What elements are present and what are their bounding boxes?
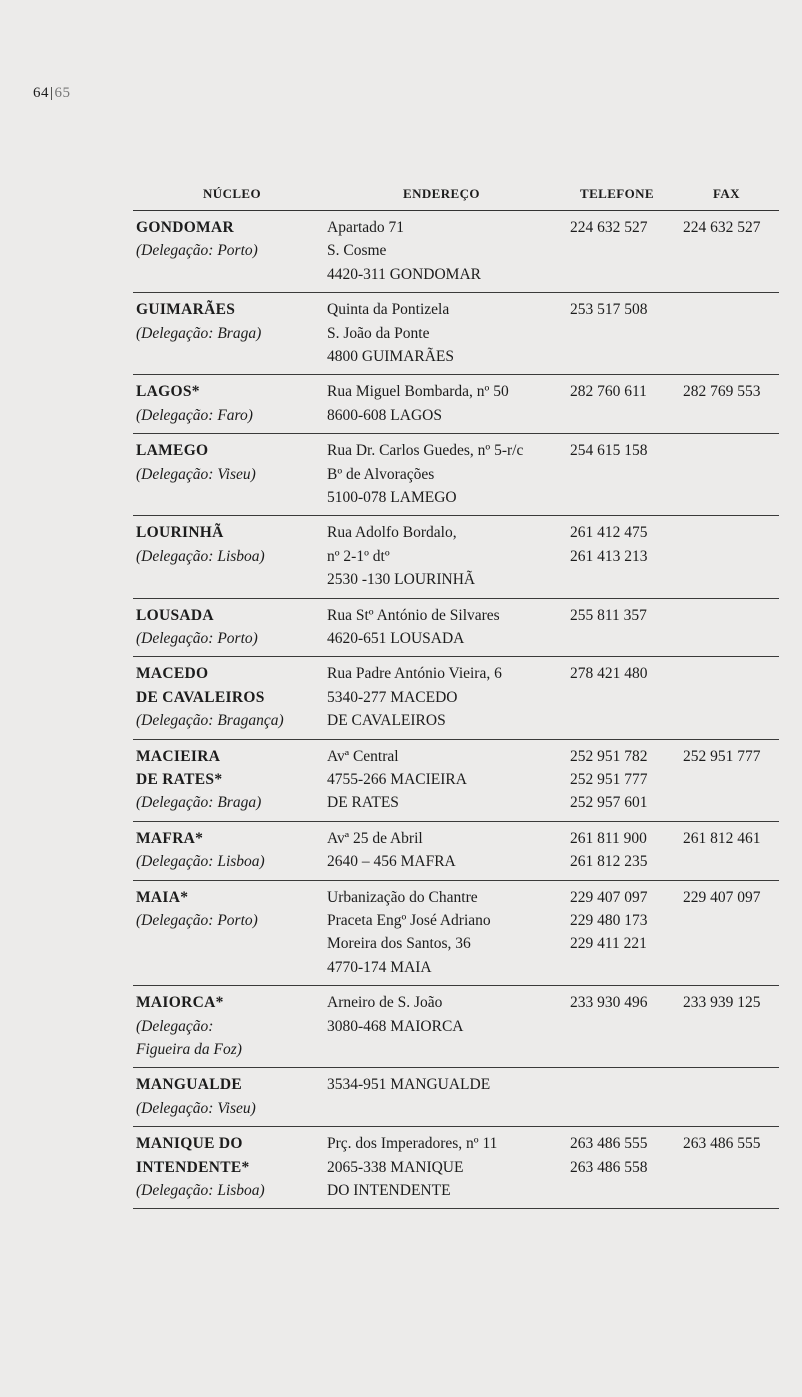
telefone-cell [570, 604, 680, 627]
address-line: Quinta da Pontizela [327, 301, 450, 319]
endereco-cell [327, 991, 577, 1038]
table-row [133, 516, 779, 598]
endereco-cell [327, 380, 577, 427]
nucleo-cell [136, 827, 326, 874]
endereco-cell [327, 298, 577, 368]
table-row [133, 375, 779, 434]
address-line: 4770-174 MAIA [327, 958, 432, 976]
telefone-cell [570, 886, 680, 956]
phone-number: 229 407 097 [570, 888, 648, 906]
endereco-cell [327, 886, 577, 980]
telefone-cell [570, 991, 680, 1014]
header-telefone: TELEFONE [580, 186, 654, 201]
header-fax: FAX [713, 186, 740, 201]
delegacao-label: (Delegação: Braga) [136, 794, 262, 812]
endereco-cell [327, 521, 577, 591]
table-row [133, 1127, 779, 1209]
fax-number: 261 812 461 [683, 829, 761, 847]
table-row [133, 434, 779, 516]
delegacao-label: Figueira da Foz) [136, 1040, 242, 1058]
endereco-cell [327, 745, 577, 815]
table-row [133, 1068, 779, 1127]
telefone-cell [570, 1132, 680, 1179]
nucleo-cell [136, 662, 326, 732]
fax-cell [683, 1132, 783, 1155]
phone-number: 261 811 900 [570, 829, 647, 847]
address-line: 4420-311 GONDOMAR [327, 265, 481, 283]
delegacao-label: (Delegação: Porto) [136, 629, 258, 647]
address-line: Avª Central [327, 747, 399, 765]
header-endereco: ENDEREÇO [403, 186, 480, 201]
telefone-cell [570, 745, 680, 815]
endereco-cell [327, 827, 577, 874]
address-line: Rua Stº António de Silvares [327, 606, 500, 624]
nucleo-name: DE CAVALEIROS [136, 688, 265, 706]
phone-number: 252 957 601 [570, 794, 648, 812]
address-line: Arneiro de S. João [327, 994, 443, 1012]
telefone-cell [570, 380, 680, 403]
nucleo-cell [136, 216, 326, 263]
phone-number: 282 760 611 [570, 383, 647, 401]
address-line: 2065-338 MANIQUE [327, 1158, 464, 1176]
telefone-cell [570, 827, 680, 874]
phone-number: 261 812 235 [570, 853, 648, 871]
address-line: 3534-951 MANGUALDE [327, 1076, 491, 1094]
table-row [133, 822, 779, 881]
delegacao-label: (Delegação: Porto) [136, 242, 258, 260]
phone-number: 263 486 555 [570, 1135, 648, 1153]
fax-cell [683, 827, 783, 850]
telefone-cell [570, 439, 680, 462]
address-line: 4620-651 LOUSADA [327, 629, 465, 647]
delegacao-label: (Delegação: Lisboa) [136, 853, 265, 871]
table-row [133, 986, 779, 1068]
phone-number: 252 951 782 [570, 747, 648, 765]
nucleo-name: LAMEGO [136, 442, 209, 460]
nucleo-cell [136, 521, 326, 568]
nucleo-name: MAFRA* [136, 829, 204, 847]
phone-number: 229 480 173 [570, 911, 648, 929]
address-line: Apartado 71 [327, 219, 405, 236]
nucleo-name: MAIORCA* [136, 994, 224, 1012]
nucleo-cell [136, 380, 326, 427]
address-line: Rua Padre António Vieira, 6 [327, 665, 502, 683]
nucleo-cell [136, 1132, 326, 1202]
address-line: 8600-608 LAGOS [327, 406, 442, 424]
phone-number: 233 930 496 [570, 994, 648, 1012]
address-line: 3080-468 MAIORCA [327, 1017, 464, 1035]
fax-cell [683, 745, 783, 768]
address-line: Rua Adolfo Bordalo, [327, 524, 457, 542]
phone-number: 253 517 508 [570, 301, 648, 319]
address-line: Moreira dos Santos, 36 [327, 935, 471, 953]
address-line: 2530 -130 LOURINHÃ [327, 571, 476, 589]
nucleo-name: DE RATES* [136, 770, 223, 788]
telefone-cell [570, 216, 680, 239]
delegacao-label: (Delegação: Viseu) [136, 465, 256, 483]
address-line: nº 2-1º dtº [327, 547, 390, 565]
address-line: 4800 GUIMARÃES [327, 348, 455, 365]
delegacao-label: (Delegação: Bragança) [136, 712, 284, 730]
address-line: 2640 – 456 MAFRA [327, 853, 456, 871]
table-row [133, 211, 779, 293]
page-number-separator: | [50, 85, 54, 101]
address-line: Urbanização do Chantre [327, 888, 478, 906]
directory-table [133, 180, 779, 1209]
nucleo-name: LOURINHÃ [136, 524, 224, 542]
nucleo-cell [136, 991, 326, 1061]
nucleo-cell [136, 298, 326, 345]
nucleo-name: LOUSADA [136, 606, 214, 624]
nucleo-cell [136, 439, 326, 486]
nucleo-name: GUIMARÃES [136, 301, 236, 319]
fax-number: 263 486 555 [683, 1135, 761, 1153]
delegacao-label: (Delegação: Porto) [136, 911, 258, 929]
table-row [133, 740, 779, 822]
endereco-cell [327, 662, 577, 732]
phone-number: 261 413 213 [570, 547, 648, 565]
fax-number: 252 951 777 [683, 747, 761, 765]
address-line: DO INTENDENTE [327, 1181, 451, 1199]
table-row [133, 881, 779, 987]
table-body [133, 211, 779, 1209]
fax-number: 229 407 097 [683, 888, 761, 906]
table-row [133, 599, 779, 658]
nucleo-name: MANIQUE DO [136, 1135, 243, 1153]
telefone-cell [570, 521, 680, 568]
header-nucleo: NÚCLEO [203, 186, 262, 201]
page-number [33, 85, 71, 102]
delegacao-label: (Delegação: Lisboa) [136, 1181, 265, 1199]
fax-cell [683, 991, 783, 1014]
endereco-cell [327, 216, 577, 286]
address-line: Prç. dos Imperadores, nº 11 [327, 1135, 498, 1153]
address-line: DE RATES [327, 794, 399, 812]
table-row [133, 293, 779, 375]
address-line: Avª 25 de Abril [327, 829, 423, 847]
nucleo-cell [136, 1073, 326, 1120]
delegacao-label: (Delegação: Braga) [136, 324, 262, 342]
fax-number: 282 769 553 [683, 383, 761, 401]
address-line: Rua Miguel Bombarda, nº 50 [327, 383, 509, 401]
nucleo-name: LAGOS* [136, 383, 200, 401]
page-number-left: 64 [33, 85, 49, 101]
phone-number: 255 811 357 [570, 606, 647, 624]
fax-number: 233 939 125 [683, 994, 761, 1012]
nucleo-name: MAIA* [136, 888, 189, 906]
table-row [133, 657, 779, 739]
phone-number: 263 486 558 [570, 1158, 648, 1176]
fax-cell [683, 216, 783, 239]
endereco-cell [327, 1132, 577, 1202]
nucleo-name: MANGUALDE [136, 1076, 243, 1094]
fax-number: 224 632 527 [683, 219, 761, 236]
address-line: 5100-078 LAMEGO [327, 488, 457, 506]
telefone-cell [570, 298, 680, 321]
delegacao-label: (Delegação: [136, 1017, 214, 1035]
endereco-cell [327, 604, 577, 651]
address-line: 5340-277 MACEDO [327, 688, 458, 706]
phone-number: 229 411 221 [570, 935, 647, 953]
address-line: S. João da Ponte [327, 324, 430, 342]
fax-cell [683, 380, 783, 403]
delegacao-label: (Delegação: Viseu) [136, 1099, 256, 1117]
fax-cell [683, 886, 783, 909]
nucleo-name: MACEDO [136, 665, 209, 683]
phone-number: 224 632 527 [570, 219, 648, 236]
address-line: DE CAVALEIROS [327, 712, 446, 730]
phone-number: 278 421 480 [570, 665, 648, 683]
endereco-cell [327, 1073, 577, 1096]
nucleo-cell [136, 604, 326, 651]
nucleo-cell [136, 745, 326, 815]
phone-number: 261 412 475 [570, 524, 648, 542]
address-line: Rua Dr. Carlos Guedes, nº 5-r/c [327, 442, 524, 460]
nucleo-cell [136, 886, 326, 933]
address-line: Bº de Alvorações [327, 465, 435, 483]
page-number-right: 65 [54, 85, 71, 101]
nucleo-name: GONDOMAR [136, 219, 234, 236]
address-line: Praceta Engº José Adriano [327, 911, 491, 929]
delegacao-label: (Delegação: Lisboa) [136, 547, 265, 565]
delegacao-label: (Delegação: Faro) [136, 406, 253, 424]
nucleo-name: INTENDENTE* [136, 1158, 250, 1176]
address-line: 4755-266 MACIEIRA [327, 770, 467, 788]
address-line: S. Cosme [327, 242, 387, 260]
phone-number: 252 951 777 [570, 770, 648, 788]
telefone-cell [570, 662, 680, 685]
table-header [133, 180, 779, 211]
nucleo-name: MACIEIRA [136, 747, 221, 765]
phone-number: 254 615 158 [570, 442, 648, 460]
endereco-cell [327, 439, 577, 509]
